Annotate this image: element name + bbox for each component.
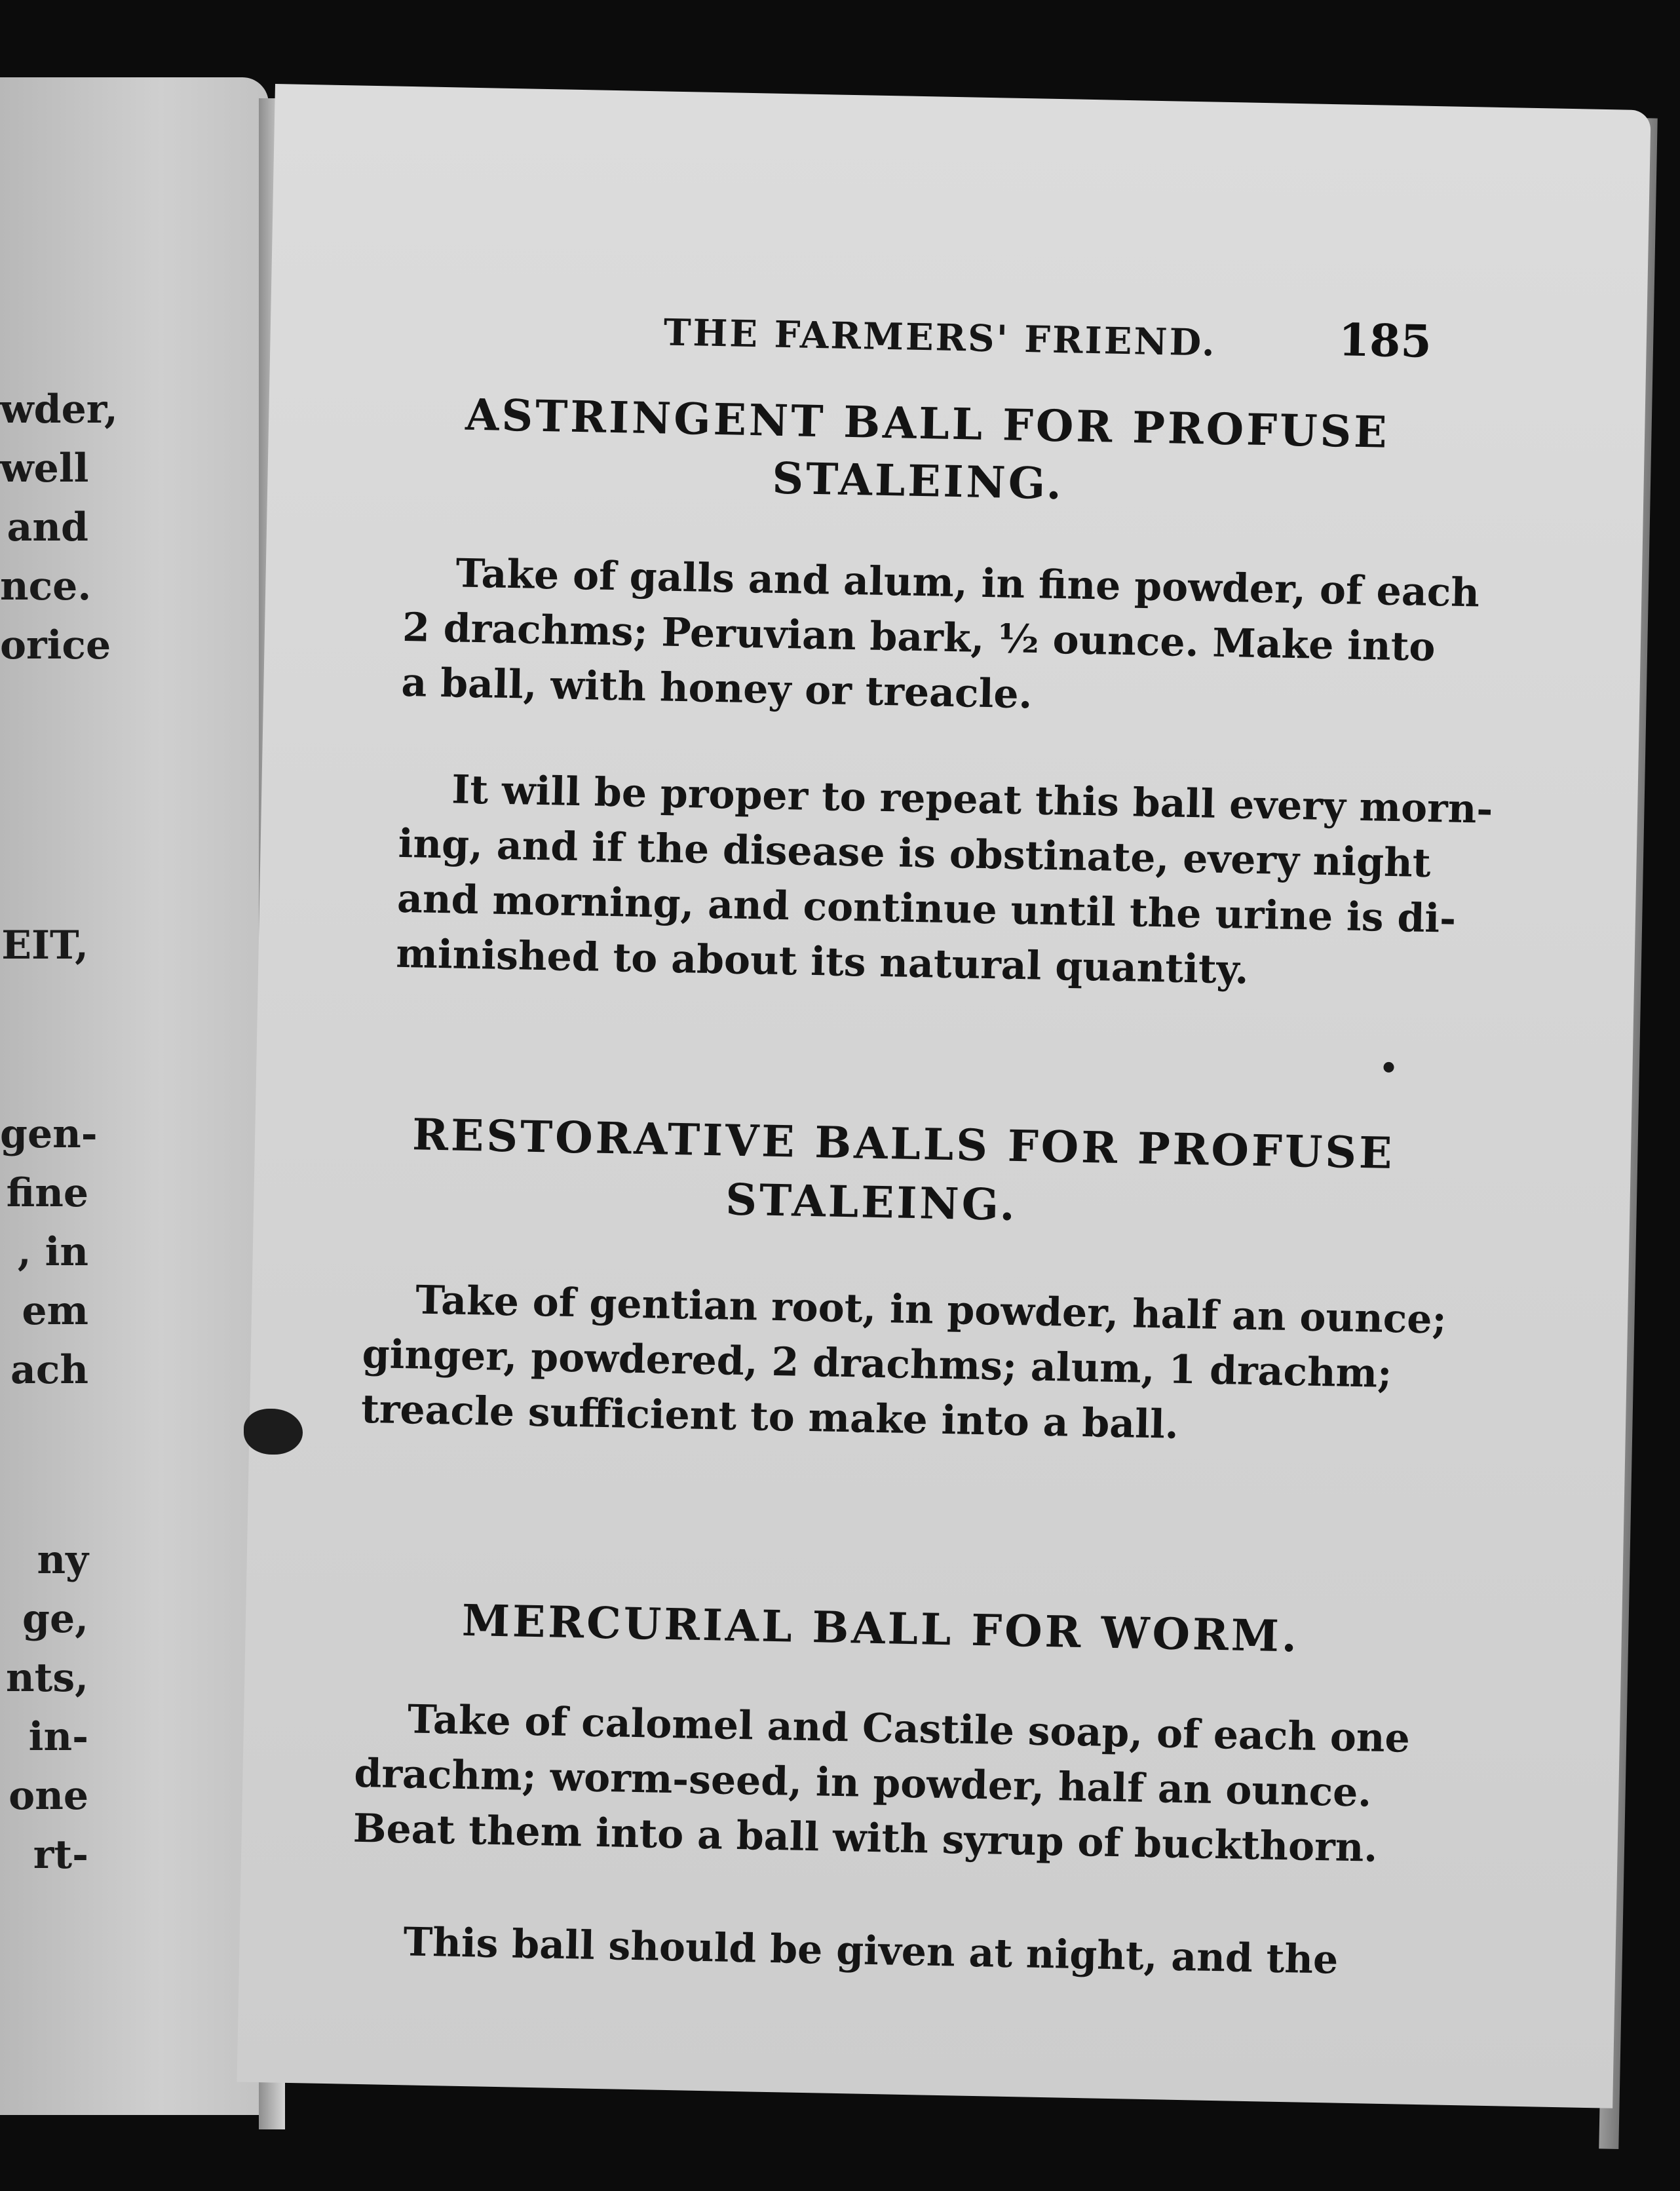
text-line: Take of calomel and Castile soap, of each one xyxy=(407,1696,1411,1762)
left-page-fragment: orice xyxy=(0,622,111,668)
text-line: a ball, with honey or treacle. xyxy=(400,659,1033,718)
section-heading: ASTRINGENT BALL FOR PROFUSE xyxy=(465,389,1390,458)
section-heading: RESTORATIVE BALLS FOR PROFUSE xyxy=(411,1109,1396,1179)
left-page-fragment: and xyxy=(7,505,88,550)
left-page xyxy=(0,77,269,2115)
left-page-fragment: wder, xyxy=(0,387,118,432)
left-page-fragment: ach xyxy=(10,1347,88,1393)
section-heading: STALEING. xyxy=(771,452,1065,510)
left-page-fragment: , in xyxy=(17,1229,88,1275)
text-line: Take of galls and alum, in fine powder, of each xyxy=(455,550,1480,617)
section-heading: MERCURIAL BALL FOR WORM. xyxy=(461,1594,1300,1662)
left-page-fragment: ge, xyxy=(22,1596,88,1642)
text-line: drachm; worm-seed, in powder, half an ounce. xyxy=(353,1750,1372,1816)
left-page-fragment: well xyxy=(0,446,89,491)
text-line: minished to about its natural quantity. xyxy=(395,930,1250,993)
left-page-fragment: em xyxy=(22,1288,88,1334)
text-line: and morning, and continue until the urine is di- xyxy=(396,875,1457,942)
left-page-fragment: nce. xyxy=(0,563,92,609)
page-number: 185 xyxy=(1338,314,1432,368)
running-head: THE FARMERS' FRIEND. xyxy=(663,311,1217,365)
text-line: Take of gentian root, in powder, half an ounce; xyxy=(415,1277,1447,1343)
text-line: 2 drachms; Peruvian bark, ½ ounce. Make into xyxy=(402,604,1436,671)
paragraph xyxy=(351,1914,1339,1988)
paragraph xyxy=(401,545,1480,731)
paragraph xyxy=(353,1691,1410,1877)
text-line: ginger, powdered, 2 drachms; alum, 1 drachm; xyxy=(362,1331,1392,1398)
left-page-fragment: rt- xyxy=(33,1832,88,1878)
paragraph xyxy=(360,1272,1447,1458)
text-line: ing, and if the disease is obstinate, every night xyxy=(398,820,1432,887)
left-page-fragment: nts, xyxy=(5,1655,88,1701)
text-line: Beat them into a ball with syrup of buckthorn. xyxy=(353,1805,1378,1871)
left-page-fragment: ny xyxy=(37,1537,88,1583)
left-page-fragment: EIT, xyxy=(1,923,88,968)
right-page xyxy=(237,84,1651,2108)
ink-blot xyxy=(244,1409,303,1455)
left-page-fragment: fine xyxy=(6,1170,88,1216)
section-heading: STALEING. xyxy=(725,1173,1018,1231)
text-line: treacle sufficient to make into a ball. xyxy=(360,1386,1179,1448)
left-page-fragment: in- xyxy=(28,1714,88,1760)
left-page-fragment: one xyxy=(9,1773,88,1819)
ink-spot xyxy=(1383,1062,1394,1073)
left-page-fragment: gen- xyxy=(0,1111,98,1157)
text-line: This ball should be given at night, and the xyxy=(402,1919,1339,1983)
paragraph xyxy=(396,761,1493,1002)
text-line: It will be proper to repeat this ball every morn- xyxy=(451,767,1493,833)
